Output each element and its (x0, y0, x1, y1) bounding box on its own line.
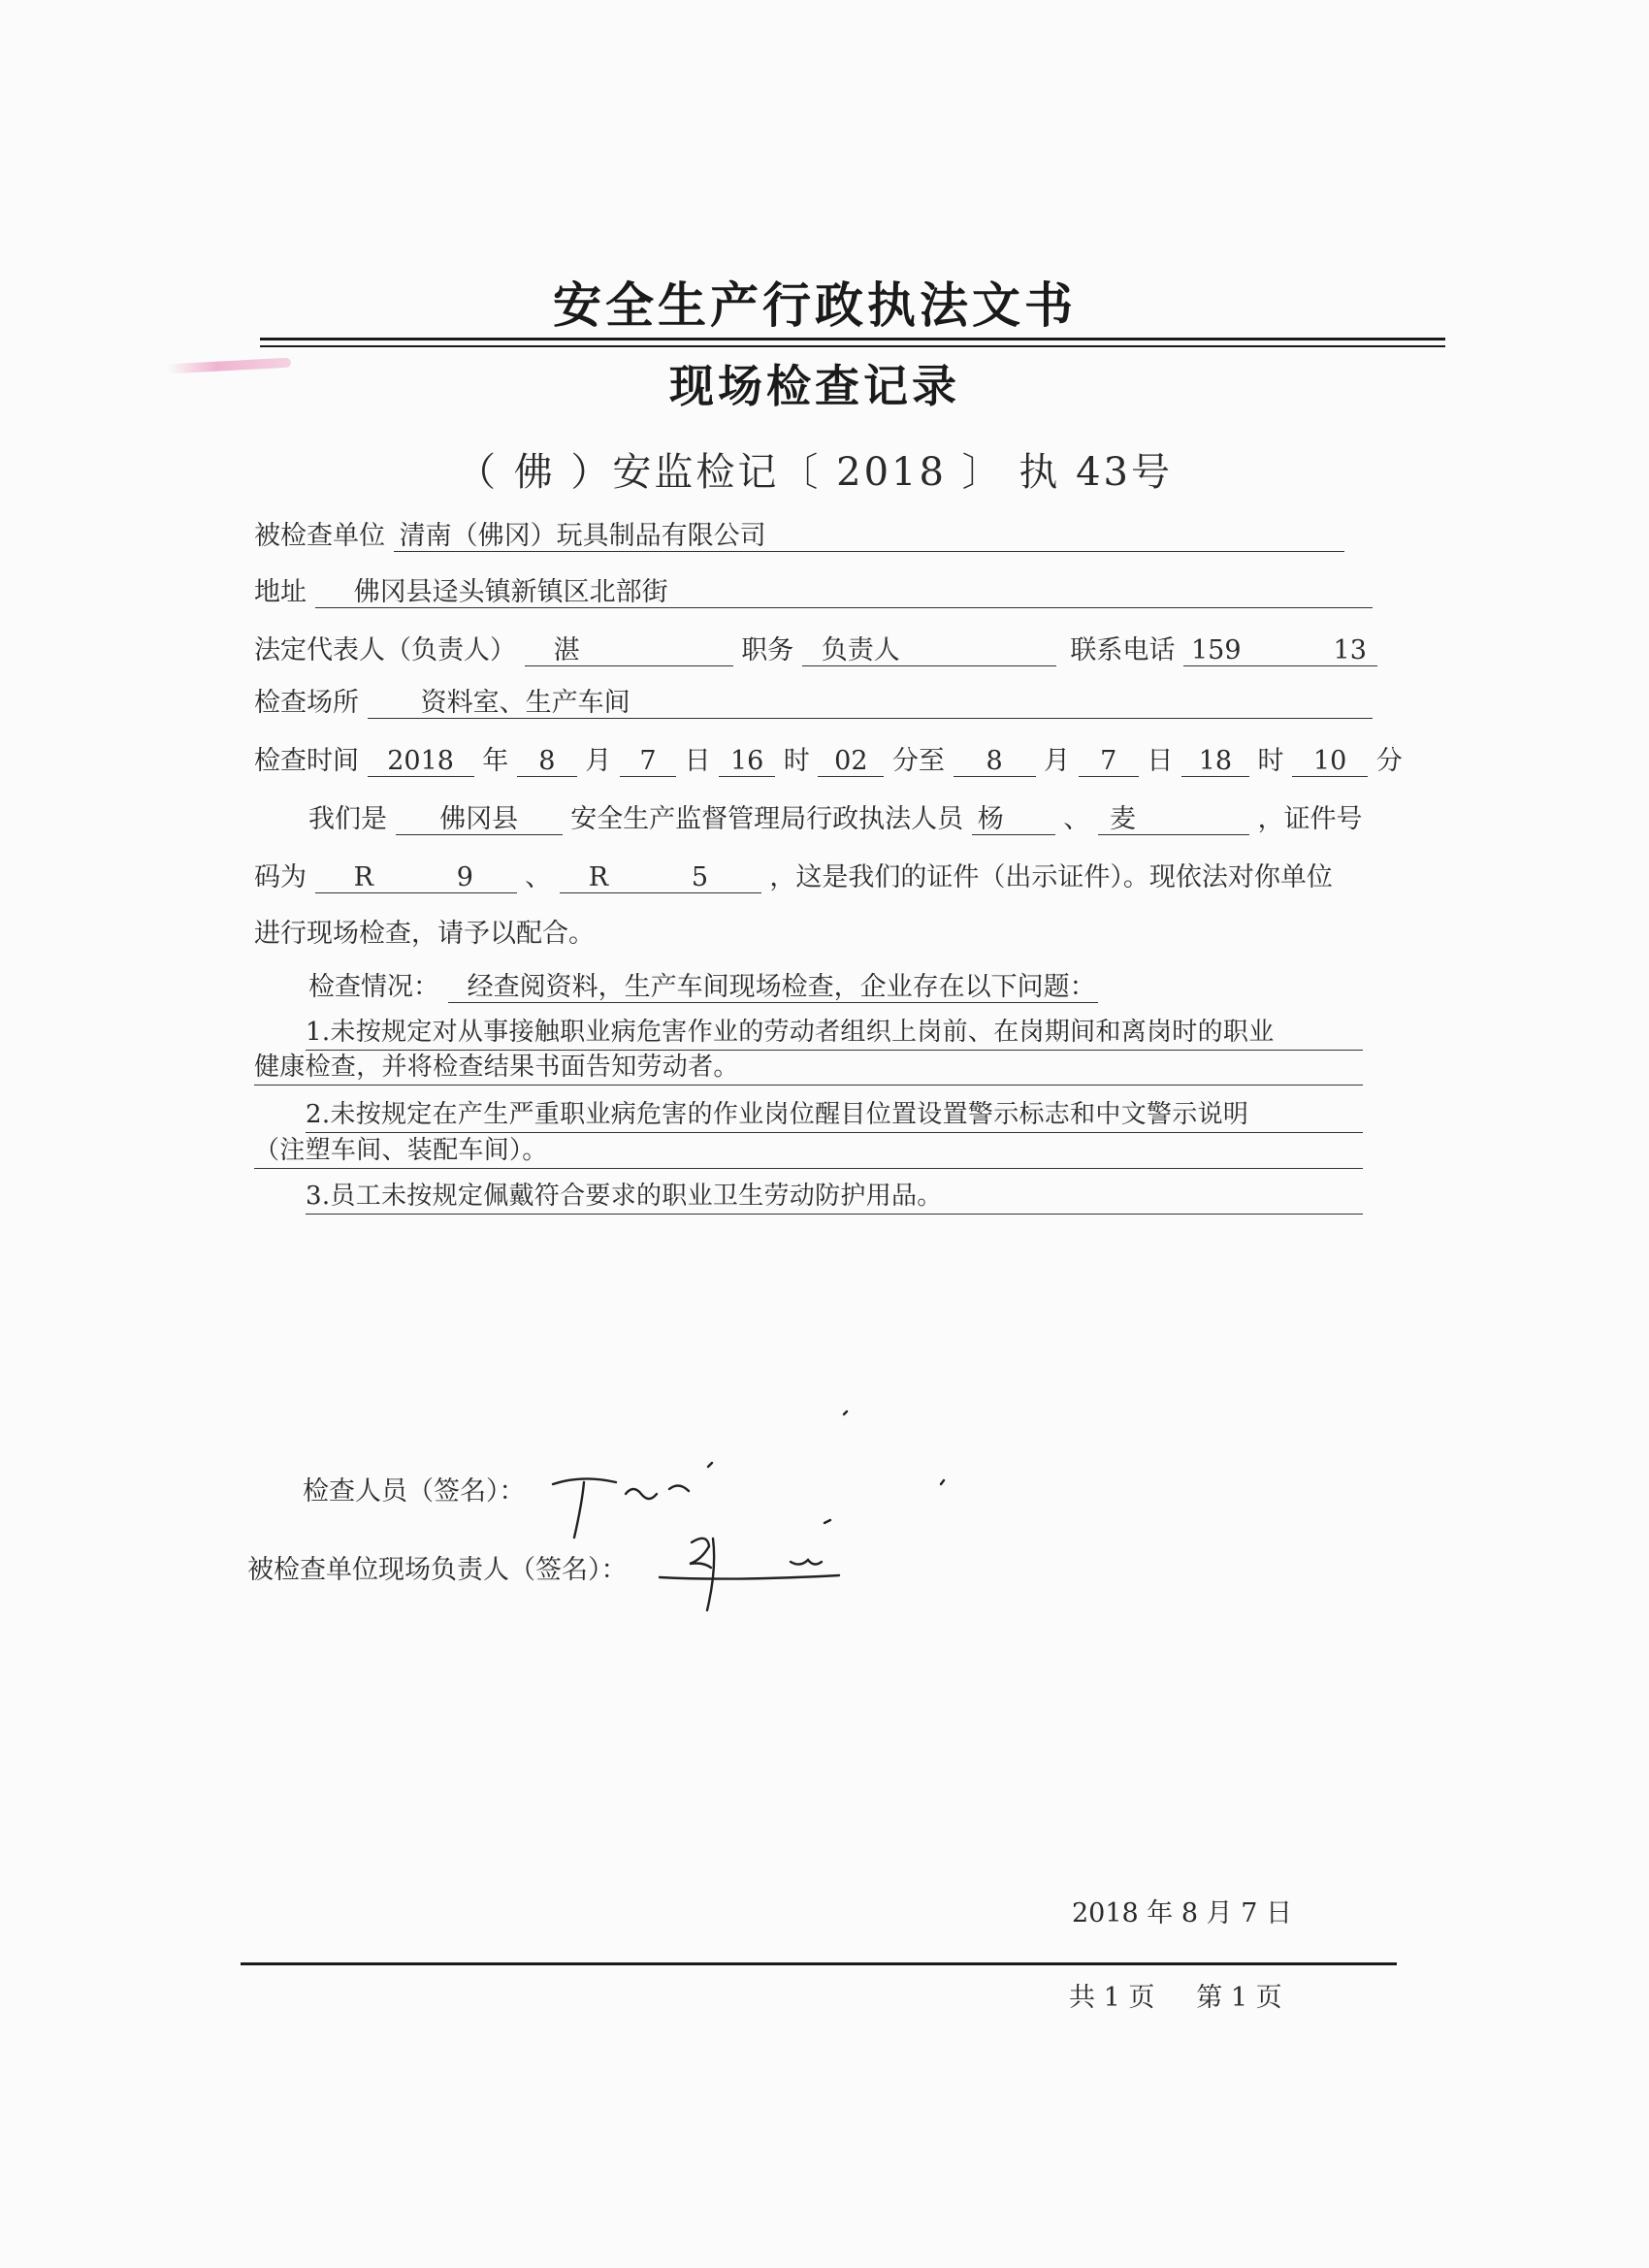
inspection-intro-row (308, 965, 1098, 1003)
unit-rep-signature-label: 被检查单位现场负责人（签名）： (247, 1555, 628, 1585)
page-count: 共 1 页 第 1 页 (1069, 1983, 1282, 2013)
end-hour-unit: 时 (1257, 746, 1284, 776)
inspection-intro: 经查阅资料，生产车间现场检查，企业存在以下问题： (448, 972, 1098, 1003)
cert-label-b: 码为 (254, 862, 307, 892)
time-label: 检查时间 (254, 746, 359, 776)
officer-2-value: 麦 (1098, 804, 1249, 835)
we-are-text: 我们是 (308, 804, 387, 834)
cert-2-value: R 5 (560, 862, 761, 893)
county-value: 佛冈县 (396, 804, 563, 835)
position-value: 负责人 (802, 635, 1056, 666)
legal-rep-label: 法定代表人（负责人） (254, 635, 516, 665)
issue-date: 2018 年 8 月 7 日 (1072, 1898, 1292, 1928)
unit-rep-signature (645, 1521, 858, 1628)
bureau-text: 安全生产监督管理局行政执法人员 (570, 804, 964, 834)
place-label: 检查场所 (254, 688, 359, 718)
issue-3: 3.员工未按规定佩戴符合要求的职业卫生劳动防护用品。 (306, 1181, 1363, 1215)
statement-line-1 (308, 797, 1363, 835)
unit-label: 被检查单位 (254, 521, 385, 551)
end-day-unit: 日 (1147, 746, 1174, 776)
end-month-unit: 月 (1044, 746, 1071, 776)
document-title: 安全生产行政执法文书 (553, 276, 1077, 334)
row-address (254, 570, 1373, 608)
cert-tail-text: ，这是我们的证件（出示证件）。现依法对你单位 (769, 862, 1333, 892)
issue-2-line-1: 2.未按规定在产生严重职业病危害的作业岗位醒目位置设置警示标志和中文警示说明 (306, 1099, 1363, 1133)
minute-unit: 分至 (891, 746, 945, 776)
issue-1-line-2: 健康检查，并将检查结果书面告知劳动者。 (254, 1052, 1363, 1085)
end-minute-unit: 分 (1375, 746, 1403, 776)
cert-label-a: ，证件号 (1257, 804, 1363, 834)
hour-unit: 时 (783, 746, 810, 776)
statement-line-3: 进行现场检查，请予以配合。 (254, 919, 595, 949)
phone-value (1183, 635, 1377, 666)
title-divider-thin (260, 345, 1445, 347)
end-month: 8 (954, 746, 1036, 777)
day-unit: 日 (684, 746, 711, 776)
legal-rep-value: 湛 (525, 635, 733, 666)
document-subtitle: 现场检查记录 (669, 360, 960, 412)
statement-line-2 (254, 856, 1333, 893)
start-day: 7 (620, 746, 676, 777)
row-time (254, 739, 1403, 777)
start-year: 2018 (368, 746, 474, 777)
cert-1-value: R 9 (315, 862, 517, 893)
row-legal-rep (254, 629, 1377, 666)
phone-label: 联系电话 (1070, 635, 1176, 665)
issue-1-line-1: 1.未按规定对从事接触职业病危害作业的劳动者组织上岗前、在岗期间和离岗时的职业 (306, 1017, 1363, 1051)
inspection-label: 检查情况： (308, 972, 439, 1002)
phone-value-start: 159 (1190, 634, 1242, 665)
inspector-signature-label: 检查人员（签名）： (303, 1476, 526, 1507)
separator-2: 、 (525, 862, 552, 892)
separator-1: 、 (1063, 804, 1090, 834)
document-number: （ 佛 ）安监检记〔 2018 〕 执 43号 (457, 450, 1173, 495)
title-divider (260, 338, 1445, 340)
row-unit (254, 514, 1344, 552)
phone-value-end: 13 (1333, 634, 1367, 665)
place-value: 资料室、生产车间 (368, 688, 1373, 719)
address-value: 佛冈县迳头镇新镇区北部街 (315, 577, 1373, 608)
year-unit: 年 (482, 746, 509, 776)
address-label: 地址 (254, 577, 307, 607)
end-hour: 18 (1181, 746, 1249, 777)
start-hour: 16 (719, 746, 775, 777)
officer-1-value: 杨 (972, 804, 1055, 835)
row-place (254, 681, 1373, 719)
footer-divider (241, 1962, 1397, 1965)
unit-value: 清南（佛冈）玩具制品有限公司 (394, 521, 1344, 552)
start-minute: 02 (818, 746, 884, 777)
month-unit: 月 (585, 746, 612, 776)
end-day: 7 (1079, 746, 1139, 777)
issue-2-line-2: （注塑车间、装配车间）。 (254, 1135, 1363, 1169)
position-label: 职务 (741, 635, 794, 665)
start-month: 8 (517, 746, 577, 777)
end-minute: 10 (1292, 746, 1368, 777)
